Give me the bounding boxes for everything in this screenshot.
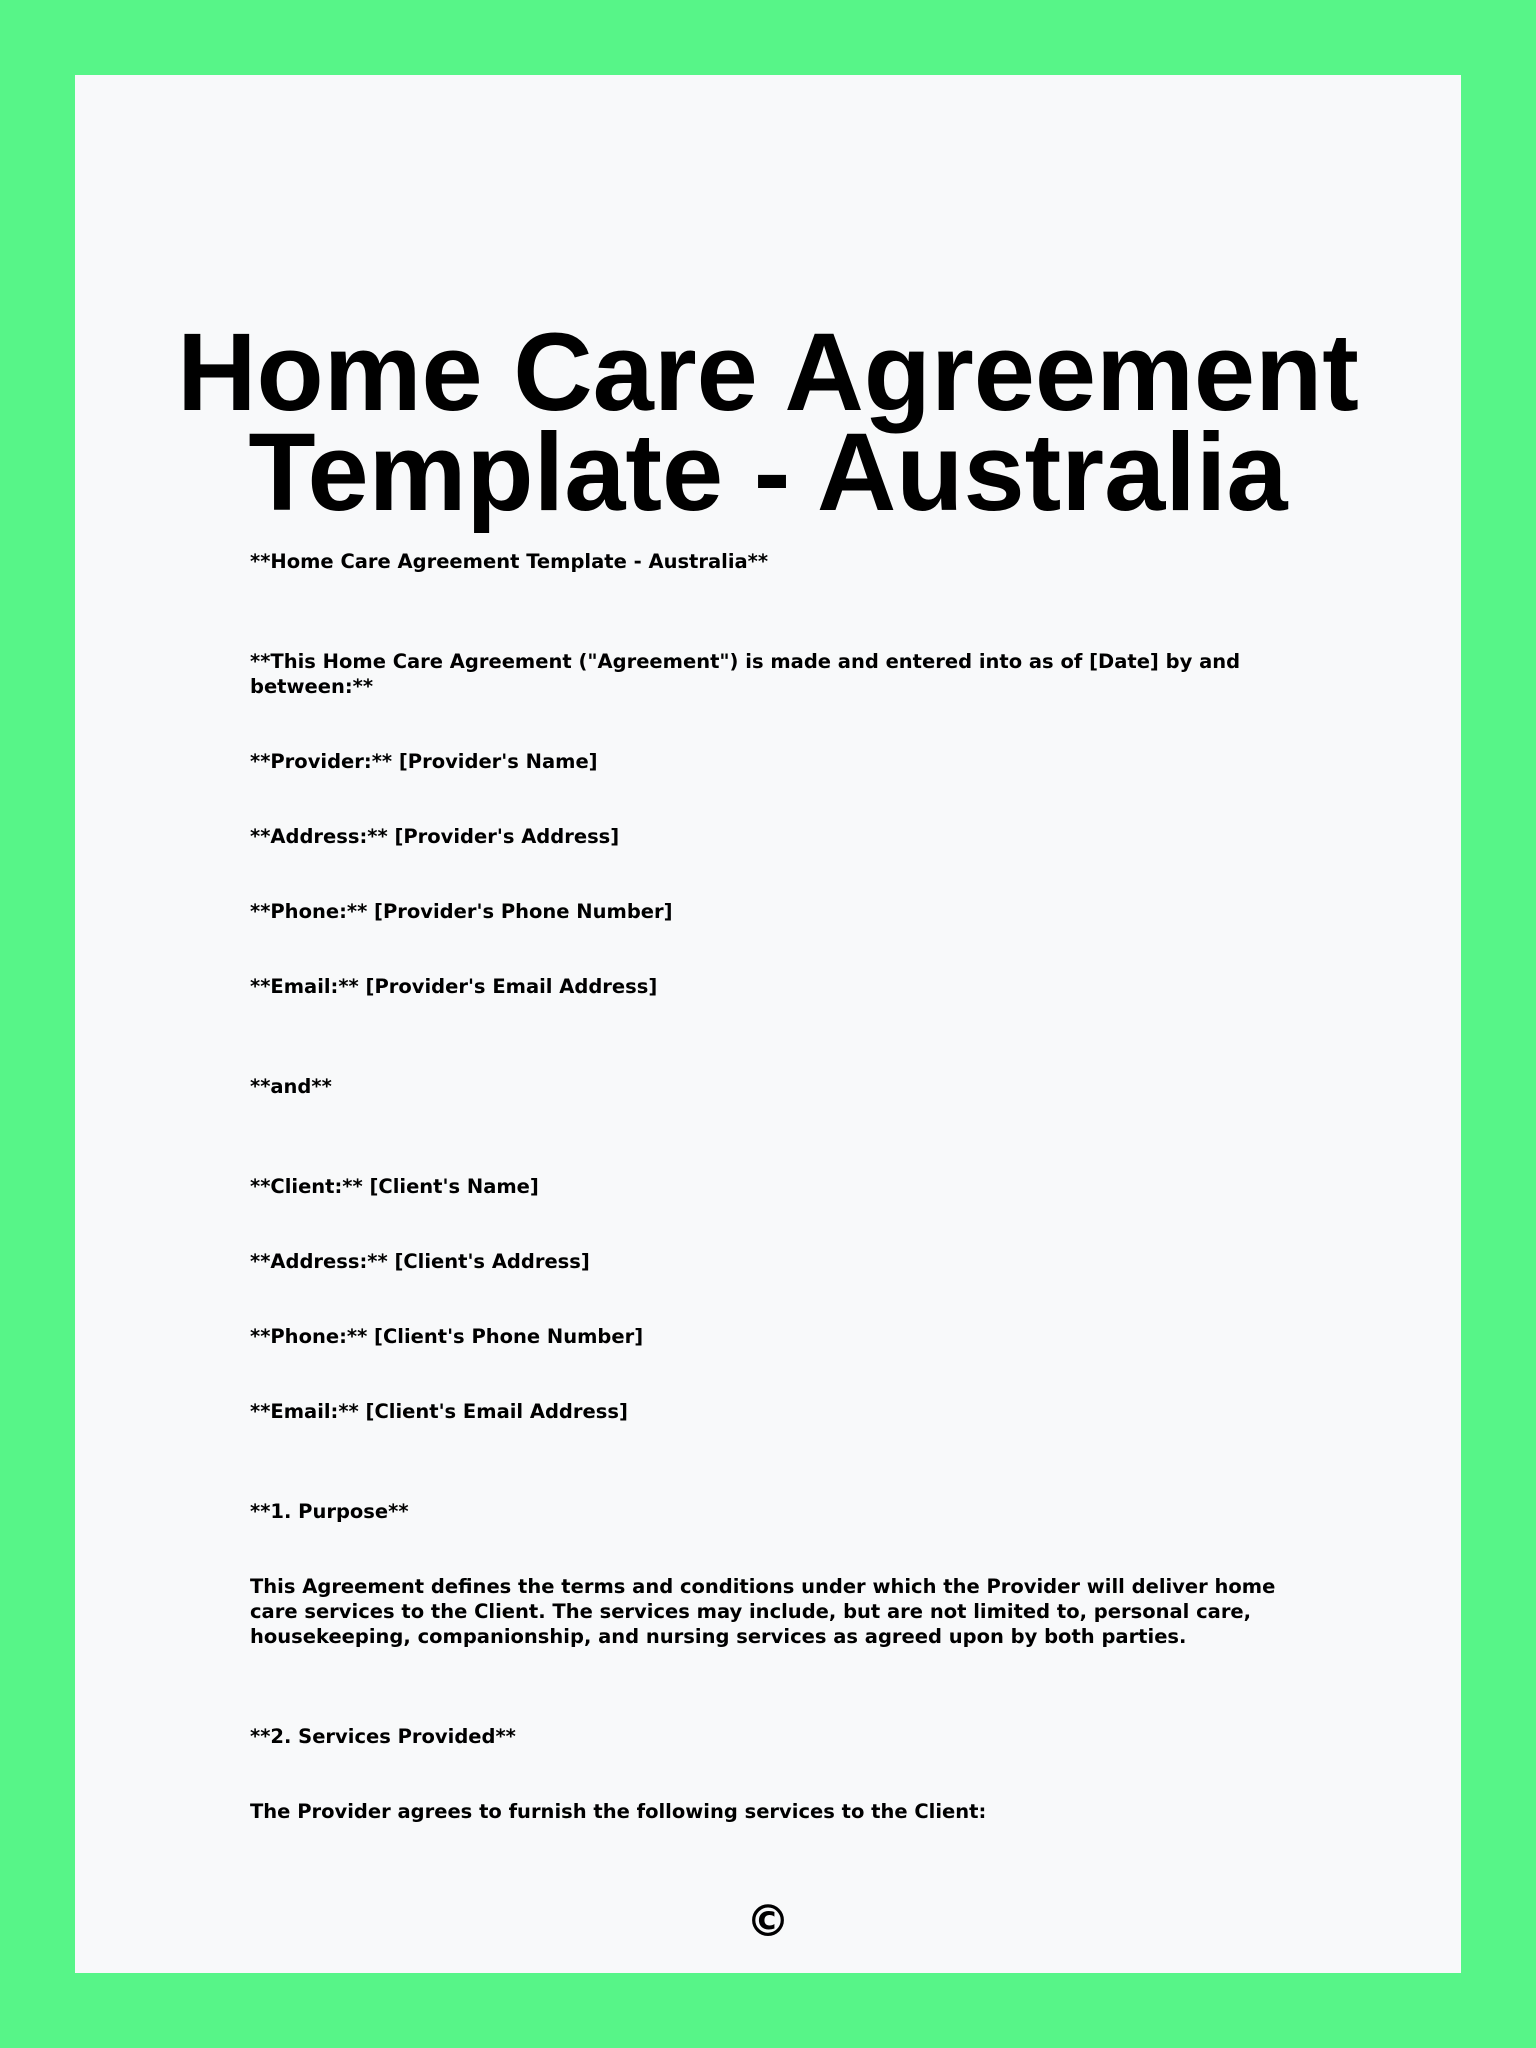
- page-title: [75, 311, 1461, 534]
- title-line-1: Home Care Agreement: [177, 311, 1359, 434]
- section-purpose-heading: **1. Purpose**: [250, 1500, 409, 1523]
- agreement-intro: **This Home Care Agreement ("Agreement") is made and entered into as of [Date] by and between:**: [250, 650, 1241, 698]
- copyright-icon: ©: [746, 1896, 790, 1947]
- client-address-line: **Address:** [Client's Address]: [250, 1250, 590, 1273]
- and-separator: **and**: [250, 1075, 332, 1098]
- provider-name-line: **Provider:** [Provider's Name]: [250, 750, 598, 773]
- client-email-line: **Email:** [Client's Email Address]: [250, 1400, 628, 1423]
- provider-address-line: **Address:** [Provider's Address]: [250, 825, 620, 848]
- provider-phone-line: **Phone:** [Provider's Phone Number]: [250, 900, 673, 923]
- client-name-line: **Client:** [Client's Name]: [250, 1175, 539, 1198]
- section-purpose-text: This Agreement defines the terms and conditions under which the Provider will deliver home care services to the Client. The services may include, but are not limited to, personal care, housekeeping, companionship, and nursing services as agreed upon by both parties.: [250, 1575, 1276, 1648]
- document-heading: **Home Care Agreement Template - Australia**: [250, 550, 769, 573]
- title-line-2: Template - Australia: [248, 411, 1288, 534]
- document-page: [75, 75, 1461, 1973]
- provider-email-line: **Email:** [Provider's Email Address]: [250, 975, 658, 998]
- section-services-heading: **2. Services Provided**: [250, 1725, 516, 1748]
- client-phone-line: **Phone:** [Client's Phone Number]: [250, 1325, 644, 1348]
- section-services-text: The Provider agrees to furnish the following services to the Client:: [250, 1800, 987, 1823]
